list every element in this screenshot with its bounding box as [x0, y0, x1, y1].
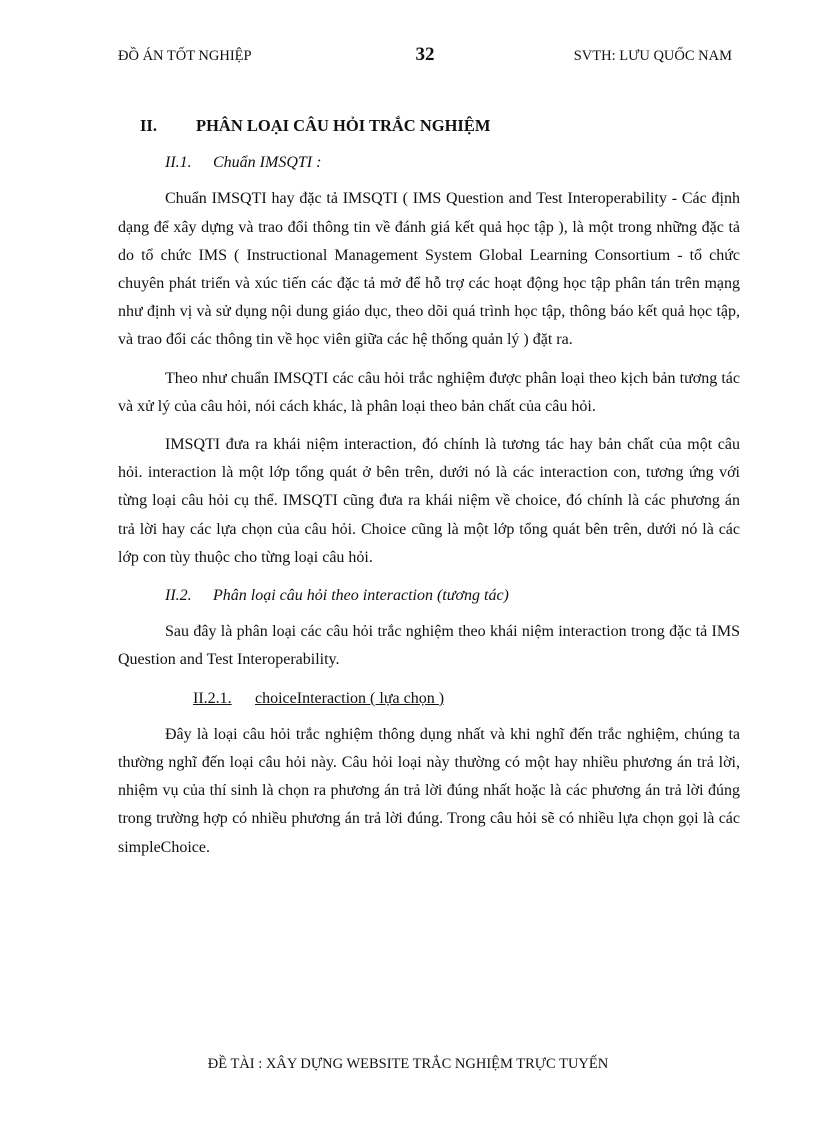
subsection-title-1: Chuẩn IMSQTI : [213, 154, 322, 172]
subsubsection-title: choiceInteraction ( lựa chọn ) [255, 689, 445, 707]
paragraph-imsqti-definition: Chuẩn IMSQTI hay đặc tả IMSQTI ( IMS Question and Test Interoperability - Các định dạng để xây dựng và trao đổi thông tin về đánh giá kết quả học tập ), là một trong những đặc tả do tổ chức IMS ( Instructional Management System Global Learning Consortium - tổ chức chuyên phát triển và xúc tiến các đặc tả mở để hỗ trợ các hoạt động học tập phân tán trên mạng như định vị và sử dụng nội dung giáo dục, theo dõi quá trình học tập, thông báo kết quả học tập, và trao đổi các thông tin về học viên giữa các hệ thống quản lý ) đặt ra. [118, 190, 740, 349]
page-number: 32 [415, 44, 435, 65]
subsection-heading-1 [165, 149, 740, 177]
header-left-title: ĐỒ ÁN TỐT NGHIỆP [118, 48, 252, 64]
paragraph-interaction-concept: IMSQTI đưa ra khái niệm interaction, đó chính là tương tác hay bản chất của một câu hỏi. interaction là một lớp tổng quát ở bên trên, dưới nó là các interaction con, tương ứng với từng loại câu hỏi cụ thể. IMSQTI cũng đưa ra khái niệm về choice, đó chính là các phương án trả lời hay các lựa chọn của câu hỏi. Choice cũng là một lớp tổng quát bên trên, dưới nó là các lớp con tùy thuộc cho từng loại câu hỏi. [118, 436, 740, 566]
page-header [118, 44, 732, 72]
page-footer: ĐỀ TÀI : XÂY DỰNG WEBSITE TRẮC NGHIỆM TRỰC TUYẾN [207, 1056, 609, 1072]
subsubsection-heading [193, 685, 740, 713]
paragraph-intro-list: Sau đây là phân loại các câu hỏi trắc nghiệm theo khái niệm interaction trong đặc tả IMS Question and Test Interoperability. [118, 623, 740, 669]
section-heading [140, 112, 740, 140]
subsection-number-1: II.1. [165, 154, 192, 172]
header-right-author: SVTH: LƯU QUỐC NAM [573, 48, 732, 64]
paragraph-classification: Theo như chuẩn IMSQTI các câu hỏi trắc nghiệm được phân loại theo kịch bản tương tác và xử lý của câu hỏi, nói cách khác, là phân loại theo bản chất của câu hỏi. [118, 369, 740, 415]
paragraph-choice-interaction: Đây là loại câu hỏi trắc nghiệm thông dụng nhất và khi nghĩ đến trắc nghiệm, chúng ta thường nghĩ đến loại câu hỏi này. Câu hỏi loại này thường có một hay nhiều phương án trả lời, nhiệm vụ của thí sinh là chọn ra phương án trả lời đúng nhất hoặc là các phương án trả lời đúng trong trường hợp có nhiều phương án trả lời đúng. Trong câu hỏi sẽ có nhiều lựa chọn gọi là các simpleChoice. [118, 725, 740, 856]
subsection-heading-2 [165, 582, 740, 610]
subsubsection-number: II.2.1. [193, 689, 232, 707]
subsection-number-2: II.2. [165, 587, 192, 605]
section-number: II. [140, 116, 157, 135]
section-title: PHÂN LOẠI CÂU HỎI TRẮC NGHIỆM [196, 116, 491, 135]
subsection-title-2: Phân loại câu hỏi theo interaction (tương tác) [213, 587, 509, 605]
page-content [118, 112, 740, 872]
